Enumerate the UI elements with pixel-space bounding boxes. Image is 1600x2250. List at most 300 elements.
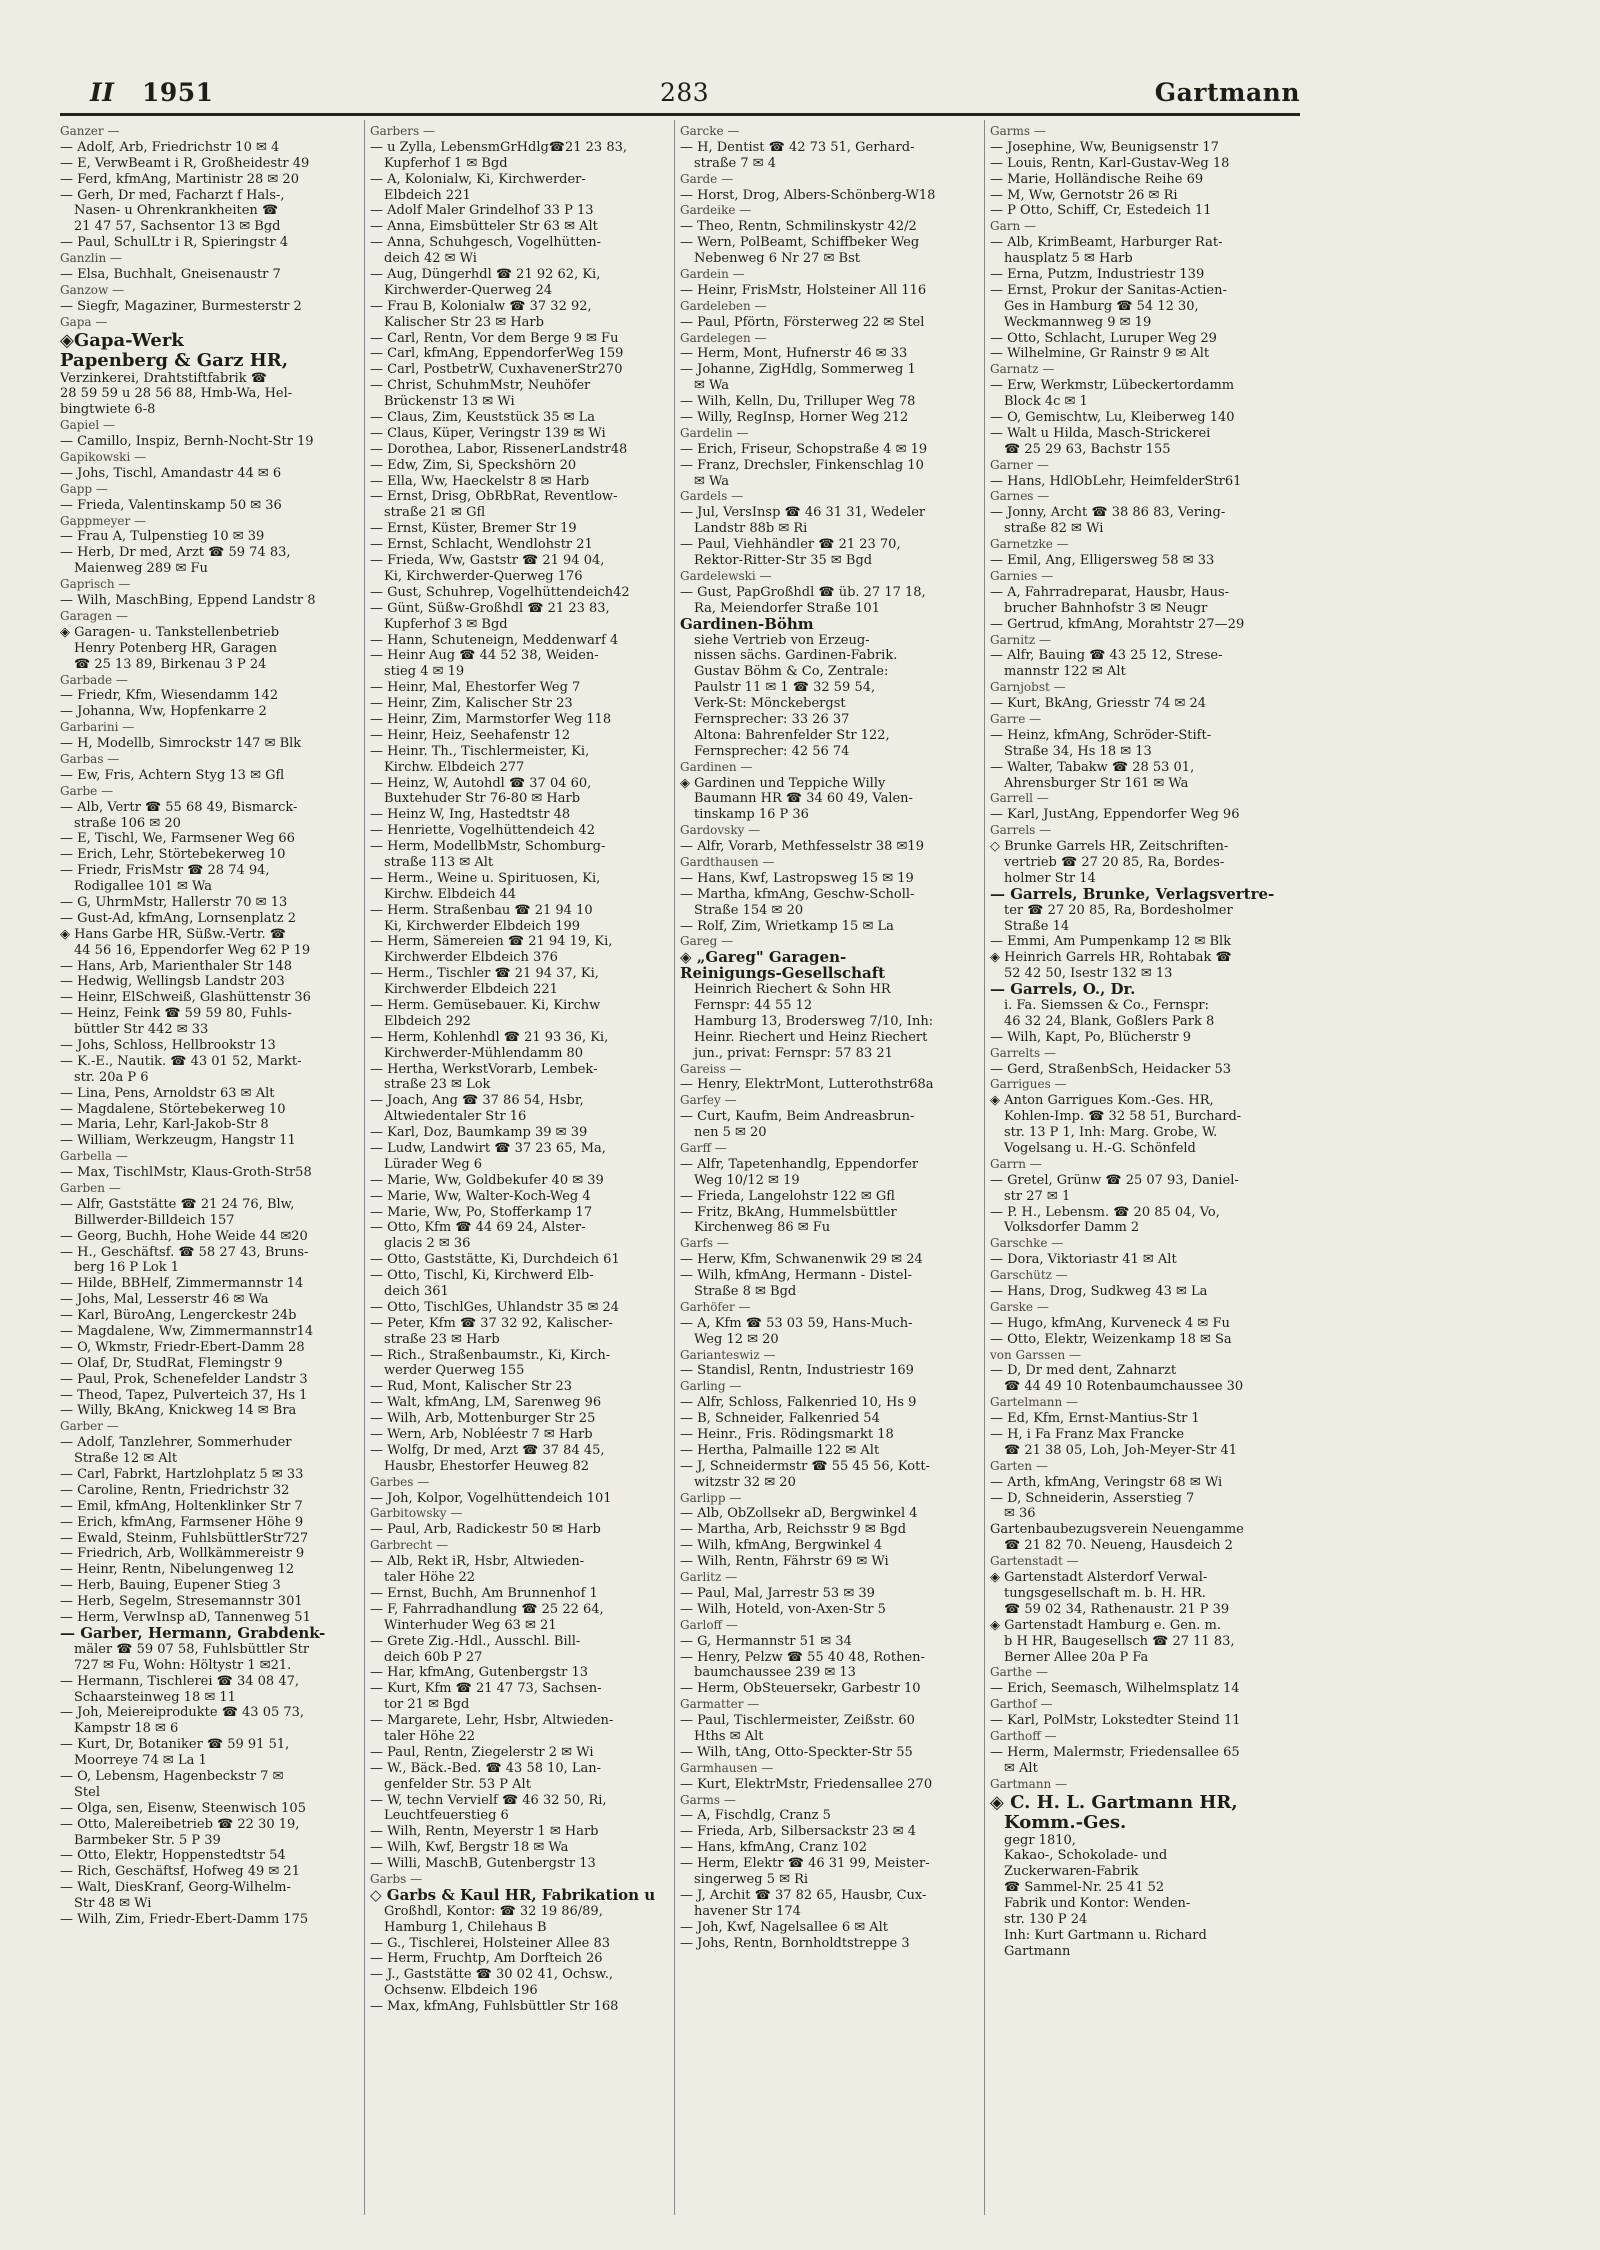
directory-entry-line: Großhdl, Kontor: ☎ 32 19 86/89, [384, 1903, 603, 1919]
surname-heading: Garrn — [990, 1156, 1042, 1171]
directory-entry-line: ◈ Gartenstadt Alsterdorf Verwal- [990, 1570, 1208, 1586]
directory-entry-line: — Hermann, Tischlerei ☎ 34 08 47, [60, 1673, 300, 1689]
directory-entry-line: — Har, kfmAng, Gutenbergstr 13 [370, 1665, 589, 1681]
directory-entry-line: ◈ „Gareg" Garagen- [680, 950, 847, 967]
directory-entry-line: ☎ 21 82 70. Neueng, Hausdeich 2 [1004, 1538, 1233, 1554]
directory-entry-line: — Wern, Arb, Nobléestr 7 ✉ Harb [370, 1427, 593, 1443]
directory-entry-line: — Wilh, kfmAng, Hermann - Distel- [680, 1268, 913, 1284]
directory-entry-line: ◈ Heinrich Garrels HR, Rohtabak ☎ [990, 950, 1232, 966]
surname-heading: Garn — [990, 219, 1037, 234]
directory-entry-line: — Kurt, Kfm ☎ 21 47 73, Sachsen- [370, 1681, 602, 1697]
directory-entry-line: — Peter, Kfm ☎ 37 32 92, Kalischer- [370, 1315, 613, 1331]
directory-entry-line: — J, Archit ☎ 37 82 65, Hausbr, Cux- [680, 1887, 927, 1903]
directory-entry-line: nen 5 ✉ 20 [694, 1125, 767, 1141]
surname-heading: Garnatz — [990, 362, 1055, 377]
directory-entry-line: str 27 ✉ 1 [1004, 1188, 1071, 1204]
directory-entry-line: — Martha, Arb, Reichsstr 9 ✉ Bgd [680, 1522, 907, 1538]
directory-entry-line: — M, Ww, Gernotstr 26 ✉ Ri [990, 187, 1178, 203]
directory-entry-line: — H, Modellb, Simrockstr 147 ✉ Blk [60, 736, 302, 752]
directory-entry-line: — Ernst, Buchh, Am Brunnenhof 1 [370, 1585, 598, 1601]
surname-heading: Garre — [990, 711, 1042, 726]
directory-entry-line: deich 42 ✉ Wi [384, 251, 477, 267]
directory-entry-line: Barmbeker Str. 5 P 39 [74, 1832, 221, 1848]
surname-heading: Garschke — [990, 1236, 1064, 1251]
directory-entry-line: — Wern, PolBeamt, Schiffbeker Weg [680, 235, 920, 251]
directory-entry-line: — Erich, Seemasch, Wilhelmsplatz 14 [990, 1681, 1240, 1697]
directory-entry-line: baumchaussee 239 ✉ 13 [694, 1665, 856, 1681]
directory-entry-line: — Ludw, Landwirt ☎ 37 23 65, Ma, [370, 1141, 606, 1156]
directory-entry-line: — Heinr, FrisMstr, Holsteiner All 116 [680, 282, 927, 298]
directory-entry-line: Berner Allee 20a P Fa [1004, 1649, 1149, 1665]
surname-heading: von Garssen — [990, 1347, 1081, 1362]
surname-heading: Garbers — [370, 124, 435, 138]
directory-entry-line: — Carl, kfmAng, EppendorferWeg 159 [370, 346, 624, 362]
directory-entry-line: Fabrik und Kontor: Wenden- [1004, 1896, 1191, 1912]
directory-entry-line: — Gerd, StraßenbSch, Heidacker 53 [990, 1061, 1232, 1077]
directory-entry-line: — H., Geschäftsf. ☎ 58 27 43, Bruns- [60, 1244, 309, 1260]
directory-entry-line: — Willy, RegInsp, Horner Weg 212 [680, 410, 909, 426]
directory-entry-line: Str 48 ✉ Wi [74, 1896, 152, 1912]
directory-entry-line: ☎ 44 49 10 Rotenbaumchaussee 30 [1004, 1379, 1244, 1395]
directory-entry-line: — Friedr, FrisMstr ☎ 28 74 94, [60, 863, 270, 879]
directory-entry-line: Gardinen-Böhm [680, 616, 814, 633]
directory-entry-line: — Hans, kfmAng, Cranz 102 [680, 1840, 867, 1856]
directory-entry-line: — Ernst, Drisg, ObRbRat, Reventlow- [370, 489, 618, 505]
directory-entry-line: Kohlen-Imp. ☎ 32 58 51, Burchard- [1004, 1109, 1242, 1125]
directory-entry-line: ✉ Wa [694, 473, 730, 489]
surname-heading: Garianteswiz — [680, 1347, 776, 1362]
surname-heading: Gapikowski — [60, 450, 147, 465]
directory-entry-line: Altwiedentaler Str 16 [384, 1109, 527, 1125]
directory-entry-line: str. 130 P 24 [1004, 1911, 1088, 1927]
directory-entry-line: — Carl, PostbetrW, CuxhavenerStr270 [370, 362, 623, 378]
directory-entry-line: — P. H., Lebensm. ☎ 20 85 04, Vo, [990, 1204, 1220, 1220]
directory-entry-line: — A, Kfm ☎ 53 03 59, Hans-Much- [680, 1315, 913, 1331]
directory-entry-line: — Heinr., Fris. Rödingsmarkt 18 [680, 1427, 894, 1443]
directory-entry-line: Rektor-Ritter-Str 35 ✉ Bgd [694, 553, 873, 569]
directory-entry-line: Vogelsang u. H.-G. Schönfeld [1004, 1141, 1196, 1156]
directory-entry-line: gegr 1810, [1004, 1832, 1076, 1848]
directory-entry-line: — Hertha, Palmaille 122 ✉ Alt [680, 1442, 880, 1458]
directory-entry-line: str. 13 P 1, Inh: Marg. Grobe, W. [1004, 1125, 1218, 1141]
directory-entry-line: Nasen- u Ohrenkrankheiten ☎ [74, 203, 279, 219]
directory-entry-line: taler Höhe 22 [384, 1570, 476, 1586]
directory-entry-line: — H, i Fa Franz Max Francke [990, 1427, 1185, 1443]
directory-entry-line: taler Höhe 22 [384, 1728, 476, 1744]
directory-entry-line: — Heinr, Mal, Ehestorfer Weg 7 [370, 680, 581, 696]
directory-entry-line: — Anna, Schuhgesch, Vogelhütten- [370, 235, 602, 251]
directory-entry-line: Weg 12 ✉ 20 [694, 1331, 779, 1347]
directory-entry-line: — Aug, Düngerhdl ☎ 21 92 62, Ki, [370, 267, 601, 283]
directory-entry-line: Maienweg 289 ✉ Fu [74, 561, 208, 577]
header-rule [60, 113, 1300, 116]
directory-entry-line: — Hann, Schuteneign, Meddenwarf 4 [370, 632, 619, 648]
directory-entry-line: Ki, Kirchwerder Elbdeich 199 [384, 918, 581, 934]
directory-entry-line: — Wilh, Arb, Mottenburger Str 25 [370, 1411, 596, 1427]
surname-heading: Garbella — [60, 1149, 128, 1164]
directory-entry-line: — Christ, SchuhmMstr, Neuhöfer [370, 378, 591, 394]
directory-entry-line: — Carl, Fabrkt, Hartzlohplatz 5 ✉ 33 [60, 1467, 304, 1483]
year: 1951 [142, 78, 214, 107]
directory-entry-line: — Dorothea, Labor, RissenerLandstr48 [370, 441, 628, 457]
directory-entry-line: Leuchtfeuerstieg 6 [384, 1808, 509, 1824]
directory-entry-line: glacis 2 ✉ 36 [384, 1236, 471, 1252]
directory-entry-line: Block 4c ✉ 1 [1004, 394, 1088, 410]
directory-entry-line: — Wilh, Kelln, Du, Trilluper Weg 78 [680, 394, 916, 410]
surname-heading: Garrell — [990, 791, 1049, 806]
directory-entry-line: ◈ Gapa-Werk [60, 331, 356, 351]
directory-entry-line: — Herm., Tischler ☎ 21 94 37, Ki, [370, 966, 599, 982]
surname-heading: Garcke — [680, 124, 740, 138]
surname-heading: Garner — [990, 457, 1049, 472]
directory-entry-line: — Herm. Gemüsebauer. Ki, Kirchw [370, 997, 601, 1013]
directory-entry-line: deich 60b P 27 [384, 1649, 483, 1665]
directory-entry-line: str. 20a P 6 [74, 1069, 149, 1085]
directory-entry-line: Fernsprecher: 33 26 37 [694, 711, 850, 727]
directory-entry-line: — Friedr, Kfm, Wiesendamm 142 [60, 688, 279, 704]
directory-entry-line: Kampstr 18 ✉ 6 [74, 1721, 179, 1737]
directory-entry-line: — Frieda, Arb, Silbersackstr 23 ✉ 4 [680, 1824, 916, 1840]
directory-entry-line: — Wilh, MaschBing, Eppend Landstr 8 [60, 593, 316, 609]
directory-entry-line: — Erna, Putzm, Industriestr 139 [990, 267, 1205, 283]
directory-entry-line: — Adolf, Arb, Friedrichstr 10 ✉ 4 [60, 139, 280, 155]
directory-entry-line: ◈ C. H. L. Gartmann HR, [990, 1792, 1238, 1813]
directory-entry-line: deich 361 [384, 1284, 449, 1300]
directory-entry-line: — Georg, Buchh, Hohe Weide 44 ✉20 [60, 1228, 308, 1244]
directory-entry-line: tungsgesellschaft m. b. H. HR. [1004, 1585, 1206, 1601]
directory-entry-line: — u Zylla, LebensmGrHdlg☎21 23 83, [370, 139, 628, 155]
directory-entry-line: Hths ✉ Alt [694, 1728, 764, 1744]
directory-entry-line: — Jul, VersInsp ☎ 46 31 31, Wedeler [680, 505, 926, 521]
directory-entry-line: ◈ Gardinen und Teppiche Willy [680, 775, 886, 791]
directory-entry-line: — Walt u Hilda, Masch-Strickerei [990, 425, 1211, 441]
directory-entry-line: — Standisl, Rentn, Industriestr 169 [680, 1363, 914, 1379]
directory-entry-line: tor 21 ✉ Bgd [384, 1697, 470, 1713]
directory-entry-line: — Arth, kfmAng, Veringstr 68 ✉ Wi [990, 1474, 1223, 1490]
directory-entry-line: Ahrensburger Str 161 ✉ Wa [1004, 775, 1189, 791]
column-3 [680, 124, 976, 2214]
surname-heading: Garmatter — [680, 1697, 760, 1712]
directory-entry-line: — Alfr, Gaststätte ☎ 21 24 76, Blw, [60, 1196, 295, 1212]
directory-entry-line: holmer Str 14 [1004, 870, 1096, 886]
directory-entry-line: — Henriette, Vogelhüttendeich 42 [370, 823, 595, 839]
surname-heading: Ganzow — [60, 282, 125, 297]
directory-entry-line: berg 16 P Lok 1 [74, 1260, 179, 1276]
directory-entry-line: — Garrels, Brunke, Verlagsvertre- [990, 886, 1275, 903]
directory-entry-line: — Otto, TischlGes, Uhlandstr 35 ✉ 24 [370, 1299, 620, 1315]
directory-entry-line: — Erich, Lehr, Störtebekerweg 10 [60, 847, 286, 863]
directory-entry-line: — Walt, DiesKranf, Georg-Wilhelm- [60, 1880, 291, 1896]
directory-entry-line: — Paul, Pförtn, Försterweg 22 ✉ Stel [680, 314, 925, 330]
directory-entry-line: — Johanne, ZigHdlg, Sommerweg 1 [680, 362, 916, 378]
directory-entry-line: — Dora, Viktoriastr 41 ✉ Alt [990, 1252, 1177, 1268]
surname-heading: Garske — [990, 1299, 1049, 1314]
directory-entry-line: Hausbr, Ehestorfer Heuweg 82 [384, 1458, 590, 1474]
surname-heading: Gardovsky — [680, 823, 761, 838]
directory-entry-line: Landstr 88b ✉ Ri [694, 521, 808, 537]
directory-entry-line: — A, Fischdlg, Cranz 5 [680, 1808, 831, 1824]
directory-entry-line: — Joh, Kolpor, Vogelhüttendeich 101 [370, 1490, 612, 1506]
column-divider [984, 120, 985, 2215]
directory-entry-line: — Gust, Schuhrep, Vogelhüttendeich42 [370, 584, 630, 600]
directory-entry-line: — Emil, Ang, Elligersweg 58 ✉ 33 [990, 553, 1215, 569]
directory-entry-line: — Emil, kfmAng, Holtenklinker Str 7 [60, 1498, 303, 1514]
directory-entry-line: — Garrels, O., Dr. [990, 982, 1136, 998]
directory-entry-line: — Heinr, Zim, Kalischer Str 23 [370, 696, 573, 712]
directory-entry-line: — Heinr, Rentn, Nibelungenweg 12 [60, 1562, 295, 1578]
directory-entry-line: — Paul, Rentn, Ziegelerstr 2 ✉ Wi [370, 1744, 594, 1760]
surname-heading: Garbas — [60, 751, 120, 766]
surname-heading: Garben — [60, 1181, 121, 1195]
surname-heading: Gapiel — [60, 418, 116, 433]
directory-entry-line: — Herb, Segelm, Stresemannstr 301 [60, 1594, 303, 1610]
directory-entry-line: Moorreye 74 ✉ La 1 [74, 1753, 207, 1769]
directory-entry-line: — Herm, ModellbMstr, Schomburg- [370, 839, 606, 855]
directory-entry-line: — Heinr, Zim, Marmstorfer Weg 118 [370, 711, 612, 727]
directory-entry-line: — Gretel, Grünw ☎ 25 07 93, Daniel- [990, 1172, 1239, 1188]
directory-entry-line: Baumann HR ☎ 34 60 49, Valen- [694, 791, 913, 807]
directory-entry-line: — G, Hermannstr 51 ✉ 34 [680, 1633, 852, 1649]
directory-entry-line: — Herm, Fruchtp, Am Dorfteich 26 [370, 1951, 603, 1967]
directory-entry-line: brucher Bahnhofstr 3 ✉ Neugr [1004, 600, 1208, 616]
surname-heading: Garmhausen — [680, 1760, 774, 1775]
surname-heading: Garms — [680, 1792, 736, 1807]
directory-entry-line: — Marie, Holländische Reihe 69 [990, 171, 1204, 187]
directory-entry-line: ✉ 36 [1004, 1506, 1036, 1522]
surname-heading: Ganzlin — [60, 251, 123, 266]
surname-heading: Garbade — [60, 672, 128, 687]
surname-heading: Garfey — [680, 1093, 737, 1108]
directory-entry-line: — Henry, Pelzw ☎ 55 40 48, Rothen- [680, 1649, 925, 1665]
directory-entry-line: — Max, kfmAng, Fuhlsbüttler Str 168 [370, 1999, 619, 2015]
directory-entry-line: — Alb, ObZollsekr aD, Bergwinkel 4 [680, 1506, 918, 1522]
directory-entry-line: Hamburg 13, Brodersweg 7/10, Inh: [694, 1013, 934, 1029]
surname-heading: Garnetzke — [990, 537, 1069, 552]
directory-entry-line: — Otto, Gaststätte, Ki, Durchdeich 61 [370, 1252, 620, 1268]
directory-entry-line: — Heinr, ElSchweiß, Glashüttenstr 36 [60, 990, 311, 1006]
directory-entry-line: Gustav Böhm & Co, Zentrale: [694, 664, 889, 680]
directory-entry-line: Zuckerwaren-Fabrik [1004, 1864, 1139, 1880]
surname-heading: Gardeleben — [680, 298, 767, 313]
directory-entry-line: — Johs, Schloss, Hellbrookstr 13 [60, 1037, 276, 1053]
surname-heading: Garten — [990, 1458, 1048, 1473]
directory-entry-line: — Karl, JustAng, Eppendorfer Weg 96 [990, 807, 1240, 823]
directory-entry-line: — Heinz W, Ing, Hastedtstr 48 [370, 807, 571, 823]
directory-entry-line: singerweg 5 ✉ Ri [694, 1871, 809, 1887]
directory-entry-line: Komm.-Ges. [1004, 1812, 1127, 1833]
directory-entry-line: Hamburg 1, Chilehaus B [384, 1919, 547, 1935]
directory-entry-line: ✉ Wa [694, 378, 730, 394]
directory-entry-line: ☎ 59 02 34, Rathenaustr. 21 P 39 [1004, 1601, 1230, 1617]
directory-entry-line: — Heinr. Th., Tischlermeister, Ki, [370, 743, 590, 759]
directory-entry-line: — Günt, Süßw-Großhdl ☎ 21 23 83, [370, 600, 610, 616]
directory-entry-line: — W, techn Vervielf ☎ 46 32 50, Ri, [370, 1792, 607, 1808]
surname-heading: Garrelts — [990, 1045, 1056, 1060]
directory-entry-line: — D, Schneiderin, Asserstieg 7 [990, 1490, 1195, 1506]
surname-heading: Garber — [60, 1419, 119, 1434]
directory-entry-line: Heinr. Riechert und Heinz Riechert [694, 1029, 928, 1045]
directory-entry-line: Straße 34, Hs 18 ✉ 13 [1004, 743, 1152, 759]
directory-entry-line: — Karl, BüroAng, Lengerckestr 24b [60, 1308, 297, 1324]
directory-entry-line: — Frieda, Valentinskamp 50 ✉ 36 [60, 497, 282, 513]
directory-entry-line: — Emmi, Am Pumpenkamp 12 ✉ Blk [990, 934, 1232, 950]
directory-entry-line: — Otto, Malereibetrieb ☎ 22 30 19, [60, 1816, 300, 1832]
directory-entry-line: — Paul, SchulLtr i R, Spieringstr 4 [60, 235, 289, 251]
column-4 [990, 124, 1286, 2214]
directory-entry-line: — E, Tischl, We, Farmsener Weg 66 [60, 831, 295, 847]
directory-entry-line: — Louis, Rentn, Karl-Gustav-Weg 18 [990, 155, 1230, 171]
surname-heading: Garms — [990, 124, 1046, 138]
directory-entry-line: — Anna, Eimsbütteler Str 63 ✉ Alt [370, 219, 598, 235]
directory-entry-line: — Lina, Pens, Arnoldstr 63 ✉ Alt [60, 1085, 275, 1101]
directory-entry-line: — Heinr, Heiz, Seehafenstr 12 [370, 727, 571, 743]
directory-entry-line: — Alb, Vertr ☎ 55 68 49, Bismarck- [60, 799, 298, 815]
directory-entry-line: i. Fa. Siemssen & Co., Fernspr: [1004, 997, 1210, 1013]
directory-entry-line: ☎ Sammel-Nr. 25 41 52 [1004, 1880, 1165, 1896]
directory-entry-line: — Franz, Drechsler, Finkenschlag 10 [680, 457, 924, 473]
directory-entry-line: — Herm, Sämereien ☎ 21 94 19, Ki, [370, 934, 613, 950]
directory-entry-line: — Siegfr, Magaziner, Burmesterstr 2 [60, 298, 302, 314]
surname-heading: Garthe — [990, 1665, 1048, 1680]
directory-entry-line: Kalischer Str 23 ✉ Harb [384, 314, 544, 330]
directory-entry-line: — Rich., Straßenbaumstr., Ki, Kirch- [370, 1347, 611, 1363]
directory-entry-line: mäler ☎ 59 07 58, Fuhlsbüttler Str [74, 1641, 310, 1657]
surname-heading: Garlitz — [680, 1570, 738, 1585]
running-head-name: Gartmann [1154, 78, 1300, 107]
surname-heading: Gardein — [680, 267, 745, 282]
directory-entry-line: Heinrich Riechert & Sohn HR [694, 982, 891, 998]
directory-entry-line: 21 47 57, Sachsentor 13 ✉ Bgd [74, 219, 281, 235]
directory-entry-line: — Wilh, Kwf, Bergstr 18 ✉ Wa [370, 1840, 569, 1856]
directory-entry-line: Ges in Hamburg ☎ 54 12 30, [1004, 298, 1199, 314]
directory-entry-line: — Frau A, Tulpenstieg 10 ✉ 39 [60, 529, 265, 545]
directory-entry-line: — Paul, Tischlermeister, Zeißstr. 60 [680, 1713, 915, 1729]
directory-entry-line: — Olaf, Dr, StudRat, Flemingstr 9 [60, 1355, 283, 1371]
surname-heading: Gardelin — [680, 425, 749, 440]
directory-entry-line: — A, Kolonialw, Ki, Kirchwerder- [370, 171, 586, 187]
directory-entry-line: Kirchwerder-Querweg 24 [384, 282, 553, 298]
directory-entry-line: Ochsenw. Elbdeich 196 [384, 1983, 538, 1999]
directory-entry-line: — Alb, Rekt iR, Hsbr, Altwieden- [370, 1554, 585, 1570]
directory-entry-line: Altona: Bahrenfelder Str 122, [694, 727, 890, 743]
directory-entry-line: Straße 154 ✉ 20 [694, 902, 804, 918]
surname-heading: Garlipp — [680, 1490, 742, 1505]
directory-entry-line: — Joh, Kwf, Nagelsallee 6 ✉ Alt [680, 1919, 889, 1935]
directory-entry-line: ◈ Anton Garrigues Kom.-Ges. HR, [990, 1093, 1214, 1109]
surname-heading: Garnes — [990, 489, 1050, 504]
directory-entry-line: — Erw, Werkmstr, Lübeckertordamm [990, 378, 1235, 394]
directory-entry-line: — J, Schneidermstr ☎ 55 45 56, Kott- [680, 1458, 930, 1474]
directory-entry-line: — Wilh, Rentn, Meyerstr 1 ✉ Harb [370, 1824, 599, 1840]
directory-entry-line: — Kurt, ElektrMstr, Friedensallee 270 [680, 1776, 933, 1792]
directory-entry-line: — Paul, Arb, Radickestr 50 ✉ Harb [370, 1522, 601, 1538]
directory-entry-line: büttler Str 442 ✉ 33 [74, 1022, 209, 1038]
surname-heading: Gartmann — [990, 1776, 1068, 1791]
directory-entry-line: — J., Gaststätte ☎ 30 02 41, Ochsw., [370, 1967, 613, 1983]
directory-entry-line: — Karl, PolMstr, Lokstedter Steind 11 [990, 1713, 1241, 1729]
directory-entry-line: Kirchw. Elbdeich 277 [384, 759, 525, 775]
directory-entry-line: — Otto, Kfm ☎ 44 69 24, Alster- [370, 1220, 586, 1236]
directory-entry-line: — Wolfg, Dr med, Arzt ☎ 37 84 45, [370, 1442, 605, 1458]
directory-entry-line: — Kurt, BkAng, Griesstr 74 ✉ 24 [990, 696, 1207, 712]
directory-entry-line: — H, Dentist ☎ 42 73 51, Gerhard- [680, 139, 915, 155]
directory-entry-line: — Grete Zig.-Hdl., Ausschl. Bill- [370, 1633, 581, 1649]
directory-entry-line: — Frieda, Ww, Gaststr ☎ 21 94 04, [370, 553, 605, 569]
surname-heading: Garrigues — [990, 1077, 1067, 1092]
directory-entry-line: Winterhuder Weg 63 ✉ 21 [384, 1617, 557, 1633]
directory-entry-line: — Martha, kfmAng, Geschw-Scholl- [680, 886, 915, 902]
directory-entry-line: — Walter, Tabakw ☎ 28 53 01, [990, 759, 1195, 775]
directory-entry-line: Ra, Meiendorfer Straße 101 [694, 600, 880, 616]
surname-heading: Gareiss — [680, 1061, 742, 1076]
directory-entry-line: — Josephine, Ww, Beunigsenstr 17 [990, 139, 1219, 155]
surname-heading: Gardthausen — [680, 854, 775, 869]
directory-entry-line: — Joh, Meiereiprodukte ☎ 43 05 73, [60, 1705, 305, 1721]
directory-entry-line: — Wilh, Hoteld, von-Axen-Str 5 [680, 1601, 886, 1617]
surname-heading: Gareg — [680, 934, 734, 949]
directory-entry-line: Volksdorfer Damm 2 [1004, 1220, 1140, 1236]
directory-entry-line: Billwerder-Billdeich 157 [74, 1212, 235, 1228]
surname-heading: Gartelmann — [990, 1395, 1079, 1410]
directory-entry-line: — Wilh, Zim, Friedr-Ebert-Damm 175 [60, 1911, 309, 1927]
surname-heading: Garbarini — [60, 720, 135, 735]
directory-entry-line: Kupferhof 1 ✉ Bgd [384, 155, 508, 171]
directory-entry-line: Verk-St: Mönckebergst [694, 696, 846, 712]
directory-entry-line: hausplatz 5 ✉ Harb [1004, 251, 1133, 267]
directory-entry-line: — Gerh, Dr med, Facharzt f Hals-, [60, 187, 285, 203]
directory-entry-line: — P Otto, Schiff, Cr, Estedeich 11 [990, 203, 1212, 219]
directory-entry-line: — Herm, Kohlenhdl ☎ 21 93 36, Ki, [370, 1029, 609, 1045]
directory-entry-line: — Theod, Tapez, Pulverteich 37, Hs 1 [60, 1387, 308, 1403]
directory-entry-line: — Johanna, Ww, Hopfenkarre 2 [60, 704, 267, 720]
directory-entry-line: — Alfr, Tapetenhandlg, Eppendorfer [680, 1156, 919, 1172]
directory-entry-line: Kirchwerder Elbdeich 221 [384, 982, 558, 998]
directory-entry-line: ☎ 21 38 05, Loh, Joh-Meyer-Str 41 [1004, 1442, 1238, 1458]
directory-entry-line: — Hans, HdlObLehr, HeimfelderStr61 [990, 473, 1242, 489]
surname-heading: Garhöfer — [680, 1299, 751, 1314]
surname-heading: Garbe — [60, 783, 114, 798]
directory-entry-line: — Paul, Viehhändler ☎ 21 23 70, [680, 537, 901, 553]
column-2 [370, 124, 666, 2214]
directory-entry-line: Kirchenweg 86 ✉ Fu [694, 1220, 831, 1236]
directory-entry-line: — Olga, sen, Eisenw, Steenwisch 105 [60, 1800, 306, 1816]
directory-entry-line: — Claus, Küper, Veringstr 139 ✉ Wi [370, 425, 606, 441]
directory-entry-line: — Herb, Bauing, Eupener Stieg 3 [60, 1578, 281, 1594]
directory-entry-line: — Ewald, Steinm, FuhlsbüttlerStr727 [60, 1530, 309, 1546]
directory-entry-line: — Paul, Prok, Schenefelder Landstr 3 [60, 1371, 308, 1387]
surname-heading: Ganzer — [60, 124, 120, 138]
directory-entry-line: — Alfr, Schloss, Falkenried 10, Hs 9 [680, 1395, 917, 1411]
directory-entry-line: straße 23 ✉ Lok [384, 1077, 491, 1093]
directory-entry-line: — Jonny, Archt ☎ 38 86 83, Vering- [990, 505, 1226, 521]
directory-entry-line: havener Str 174 [694, 1903, 801, 1919]
directory-entry-line: — Claus, Zim, Keuststück 35 ✉ La [370, 410, 596, 426]
surname-heading: Gappmeyer — [60, 513, 147, 528]
surname-heading: Garling — [680, 1379, 742, 1394]
directory-entry-line: mannstr 122 ✉ Alt [1004, 664, 1126, 680]
page-header [60, 78, 1300, 114]
directory-entry-line: Elbdeich 292 [384, 1013, 471, 1029]
directory-entry-line: — Marie, Ww, Goldbekufer 40 ✉ 39 [370, 1172, 604, 1188]
directory-entry-line: — Heinr Aug ☎ 44 52 38, Weiden- [370, 648, 599, 664]
directory-entry-line: 727 ✉ Fu, Wohn: Höltystr 1 ✉21. [74, 1657, 292, 1673]
directory-entry-line: — Hertha, WerkstVorarb, Lembek- [370, 1061, 598, 1077]
directory-entry-line: — Hans, Drog, Sudkweg 43 ✉ La [990, 1284, 1208, 1300]
directory-entry-line: straße 23 ✉ Harb [384, 1331, 500, 1347]
directory-entry-line: straße 82 ✉ Wi [1004, 521, 1104, 537]
page-number: 283 [660, 78, 710, 107]
directory-entry-line: ◇ Brunke Garrels HR, Zeitschriften- [990, 839, 1229, 855]
